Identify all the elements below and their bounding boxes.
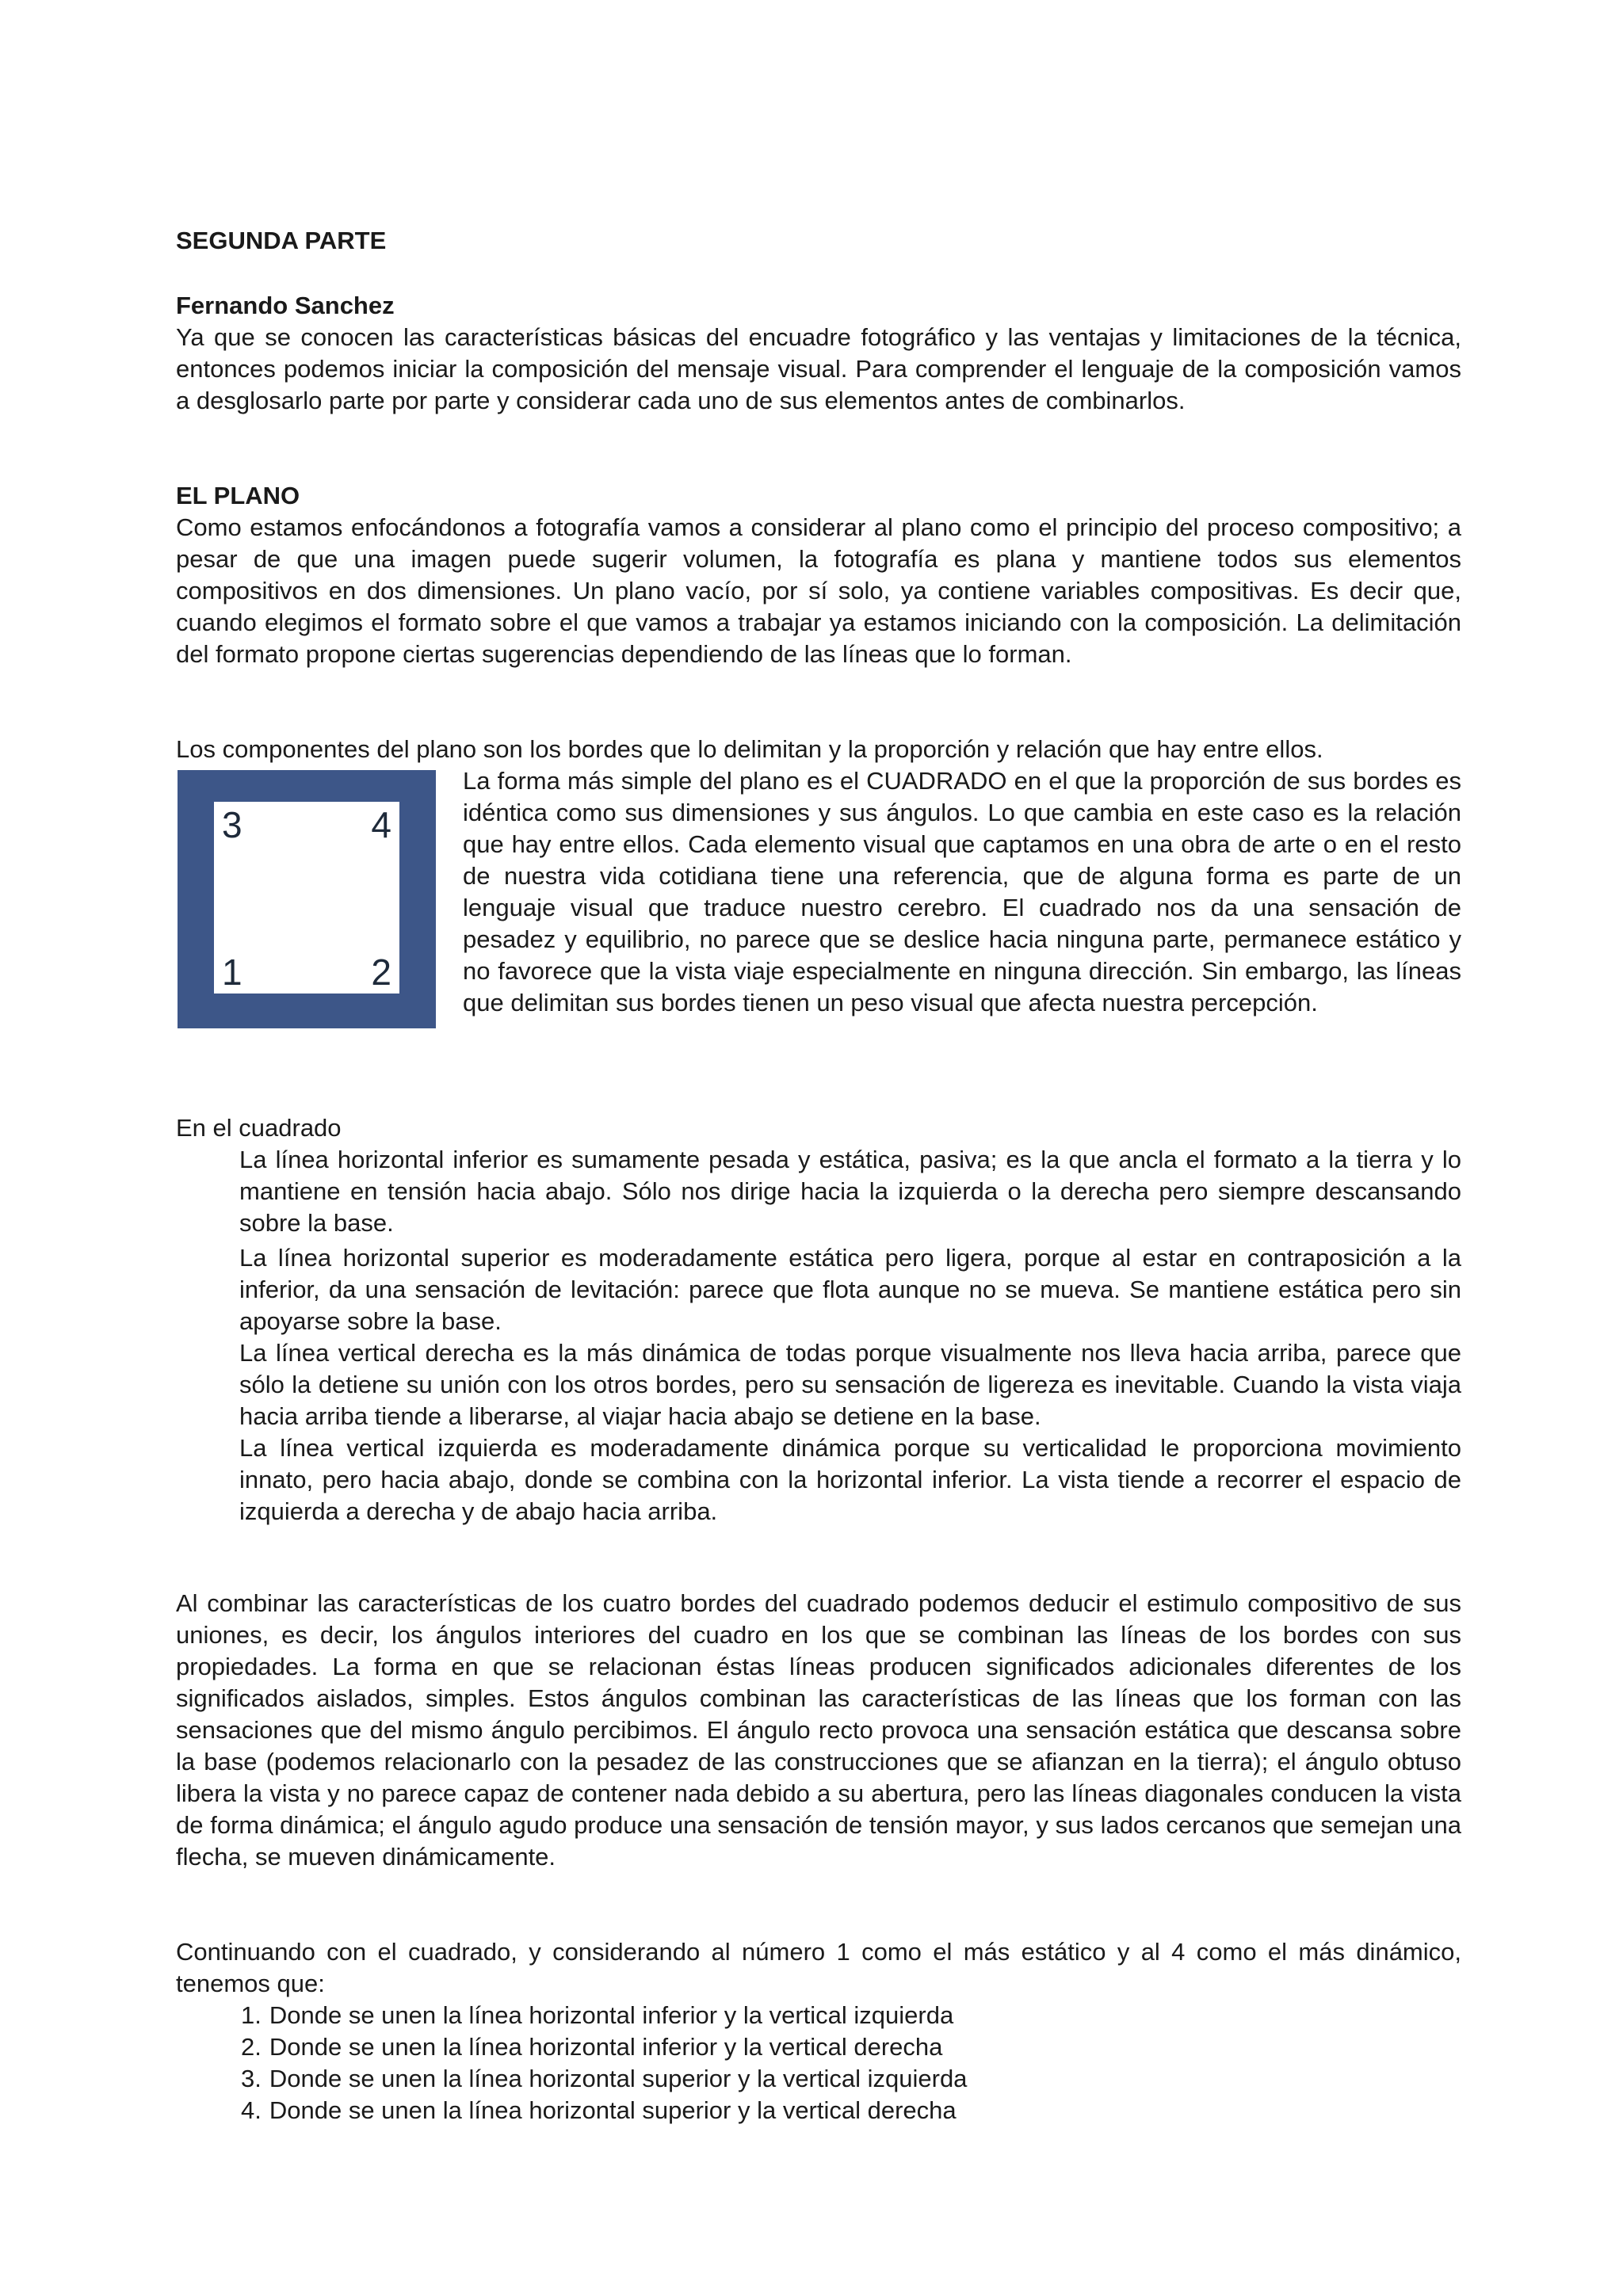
figure-number-3: 3 xyxy=(222,804,242,845)
list-item xyxy=(241,2000,967,2031)
intro-paragraph: Ya que se conocen las características básicas del encuadre fotográfico y las ventajas y limitaciones de la técnica, entonces podemos iniciar la composición del mensaje visual. Para comprender el lenguaje de la composición vamos a desglosarlo parte por parte y considerar cada uno de sus elementos antes de combinarlos. xyxy=(176,323,1461,414)
corner-list xyxy=(241,2000,967,2126)
list-item-text: Donde se unen la línea horizontal inferior y la vertical derecha xyxy=(269,2033,943,2061)
plano-paragraph: Como estamos enfocándonos a fotografía vamos a considerar al plano como el principio del proceso compositivo; a pesar de que una imagen puede sugerir volumen, la fotografía es plana y mantiene todos sus elementos compositivos en dos dimensiones. Un plano vacío, por sí solo, ya contiene variables compositivas. Es decir que, cuando elegimos el formato sobre el que vamos a trabajar ya estamos iniciando con la composición. La delimitación del formato propone ciertas sugerencias dependiendo de las líneas que lo forman. xyxy=(176,513,1461,668)
square-figure-inner xyxy=(214,802,399,994)
line-description: La línea horizontal inferior es sumamente pesada y estática, pasiva; es la que ancla el formato a la tierra y lo mantiene en tensión hacia abajo. Sólo nos dirige hacia la izquierda o la derecha pero siempre descansando sobre la base. xyxy=(239,1146,1461,1237)
line-description: La línea vertical derecha es la más dinámica de todas porque visualmente nos lleva hacia arriba, parece que sólo la detiene su unión con los otros bordes, pero su sensación de ligereza es inevitable. Cuando la vista viaja hacia arriba tiende a liberarse, al viajar hacia abajo se detiene en la base. xyxy=(239,1339,1461,1430)
author-name: Fernando Sanchez xyxy=(176,292,395,319)
list-item-index: 1. xyxy=(241,2001,262,2029)
list-item-text: Donde se unen la línea horizontal superior y la vertical derecha xyxy=(269,2096,957,2124)
line-description: La línea horizontal superior es moderadamente estática pero ligera, porque al estar en contraposición a la inferior, da una sensación de levitación: parece que flota aunque no se mueva. Se mantiene estática pero sin apoyarse sobre la base. xyxy=(239,1244,1461,1335)
line-description: La línea vertical izquierda es moderadamente dinámica porque su verticalidad le proporciona movimiento innato, pero hacia abajo, donde se combina con la horizontal inferior. La vista tiende a recorrer el espacio de izquierda a derecha y de abajo hacia arriba. xyxy=(239,1434,1461,1525)
figure-number-2: 2 xyxy=(371,952,391,993)
list-item xyxy=(241,2063,967,2095)
componentes-paragraph: Los componentes del plano son los bordes que lo delimitan y la proporción y relación que hay entre ellos. xyxy=(176,735,1323,763)
line-descriptions xyxy=(239,1144,1461,1527)
cuadrado-paragraph: La forma más simple del plano es el CUADRADO en el que la proporción de sus bordes es idéntica como sus dimensiones y sus ángulos. Lo que cambia en este caso es la relación que hay entre ellos. Cada elemento visual que captamos en una obra de arte o en el resto de nuestra vida cotidiana tiene una referencia, que de alguna forma es parte de un lenguaje visual que traduce nuestro cerebro. El cuadrado nos da una sensación de pesadez y equilibrio, no parece que se deslice hacia ninguna parte, permanece estático y no favorece que la vista viaje especialmente en ninguna dirección. Sin embargo, las líneas que delimitan sus bordes tienen un peso visual que afecta nuestra percepción. xyxy=(463,767,1461,1016)
list-item-text: Donde se unen la línea horizontal superior y la vertical izquierda xyxy=(269,2065,968,2092)
continuando-paragraph: Continuando con el cuadrado, y considerando al número 1 como el más estático y al 4 como el más dinámico, tenemos que: xyxy=(176,1938,1461,1997)
list-item-text: Donde se unen la línea horizontal inferior y la vertical izquierda xyxy=(269,2001,954,2029)
list-item xyxy=(241,2095,967,2126)
list-item xyxy=(241,2031,967,2063)
square-figure xyxy=(178,770,436,1028)
en-cuadrado-label: En el cuadrado xyxy=(176,1114,342,1142)
part-heading: SEGUNDA PARTE xyxy=(176,227,387,254)
figure-number-1: 1 xyxy=(222,952,242,993)
combinar-paragraph: Al combinar las características de los cuatro bordes del cuadrado podemos deducir el estimulo compositivo de sus uniones, es decir, los ángulos interiores del cuadro en los que se combinan las líneas de los bordes con sus propiedades. La forma en que se relacionan éstas líneas producen significados adicionales diferentes de los significados aislados, simples. Estos ángulos combinan las características de las líneas que los forman con las sensaciones que del mismo ángulo percibimos. El ángulo recto provoca una sensación estática que descansa sobre la base (podemos relacionarlo con la pesadez de las construcciones que se afianzan en la tierra); el ángulo obtuso libera la vista y no parece capaz de contener nada debido a su abertura, pero las líneas diagonales conducen la vista de forma dinámica; el ángulo agudo produce una sensación de tensión mayor, y sus lados cercanos que semejan una flecha, se mueven dinámicamente. xyxy=(176,1589,1461,1871)
figure-number-4: 4 xyxy=(371,804,391,845)
list-item-index: 4. xyxy=(241,2096,262,2124)
list-item-index: 2. xyxy=(241,2033,262,2061)
list-item-index: 3. xyxy=(241,2065,262,2092)
section-heading-plano: EL PLANO xyxy=(176,482,300,509)
